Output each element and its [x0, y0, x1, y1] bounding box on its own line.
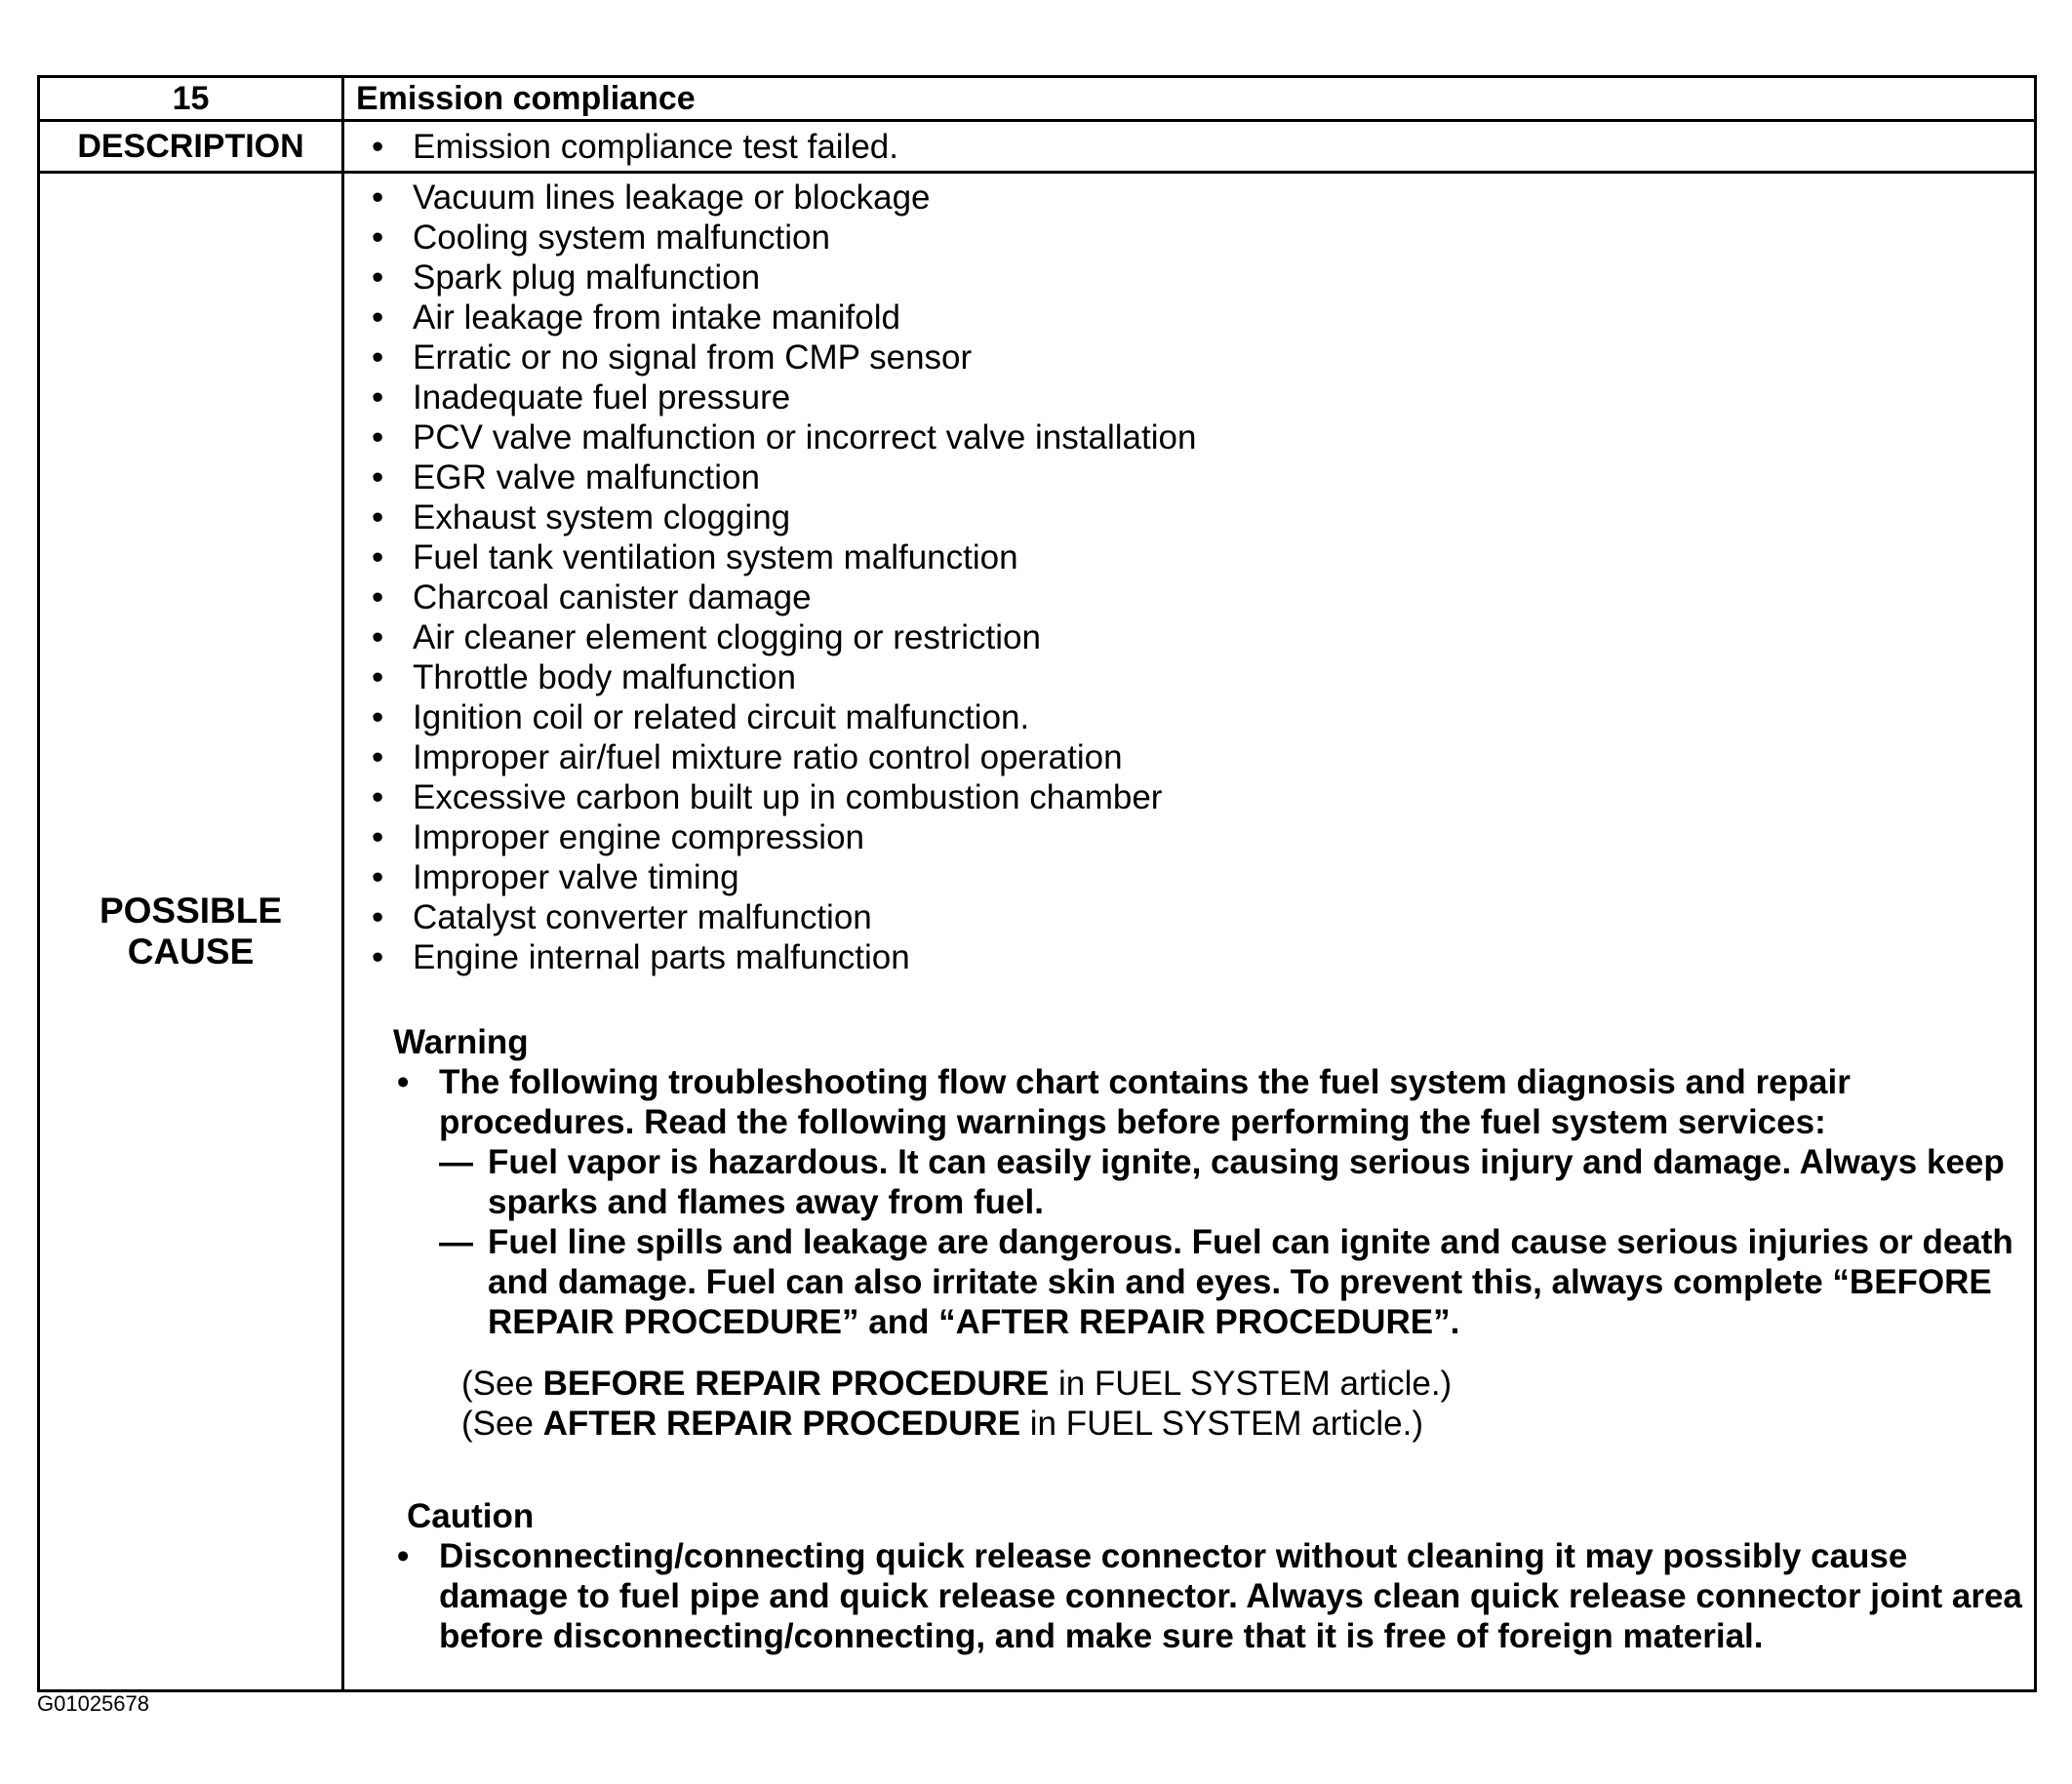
see-reference-suffix: in FUEL SYSTEM article.) — [1020, 1405, 1424, 1443]
see-reference — [461, 1364, 2024, 1404]
cause-item: • Improper air/fuel mixture ratio control operation — [362, 737, 2034, 777]
procedure-title: Emission compliance — [343, 77, 2036, 121]
possible-cause-label-line1: POSSIBLE — [99, 891, 283, 931]
possible-cause-cell — [343, 173, 2036, 1691]
cause-item: • Improper valve timing — [362, 857, 2034, 897]
description-cell — [343, 121, 2036, 173]
see-reference-prefix: (See — [461, 1405, 543, 1443]
figure-id: G01025678 — [37, 1691, 149, 1716]
cause-item: • Excessive carbon built up in combustion chamber — [362, 777, 2034, 817]
troubleshooting-table — [37, 75, 2037, 1692]
caution-block — [407, 1496, 2034, 1656]
see-reference — [461, 1404, 2024, 1444]
cause-item: • Catalyst converter malfunction — [362, 897, 2034, 937]
cause-item: • Exhaust system clogging — [362, 497, 2034, 537]
warning-intro: • The following troubleshooting flow chart contains the fuel system diagnosis and repair procedures. Read the following warnings before performing the fuel system services: — [393, 1062, 2024, 1142]
cause-list — [344, 178, 2034, 977]
dash-marker: — — [439, 1223, 473, 1261]
cause-item: • EGR valve malfunction — [362, 457, 2034, 497]
cause-item: • Charcoal canister damage — [362, 577, 2034, 617]
caution-title: Caution — [407, 1497, 535, 1535]
cause-item: • Air leakage from intake manifold — [362, 297, 2034, 337]
cause-item: • Erratic or no signal from CMP sensor — [362, 337, 2034, 377]
table-header-row — [39, 77, 2036, 121]
cause-item: • Improper engine compression — [362, 817, 2034, 857]
cause-item: • Ignition coil or related circuit malfunction. — [362, 697, 2034, 737]
dash-marker: — — [439, 1143, 473, 1181]
cause-item: • Inadequate fuel pressure — [362, 377, 2034, 417]
cause-item: • Vacuum lines leakage or blockage — [362, 178, 2034, 218]
description-label: DESCRIPTION — [39, 121, 343, 173]
possible-cause-label-line2: CAUSE — [127, 932, 255, 971]
possible-cause-label — [39, 173, 343, 1691]
warning-subitem-text: Fuel vapor is hazardous. It can easily ignite, causing serious injury and damage. Always keep sparks and flames away from fuel. — [488, 1143, 2005, 1221]
description-row — [39, 121, 2036, 173]
cause-item: • Fuel tank ventilation system malfunction — [362, 537, 2034, 577]
procedure-number: 15 — [39, 77, 343, 121]
warning-subitem — [439, 1222, 2024, 1342]
see-reference-prefix: (See — [461, 1365, 543, 1403]
cause-item: • PCV valve malfunction or incorrect valve installation — [362, 417, 2034, 457]
possible-cause-row — [39, 173, 2036, 1691]
see-references — [461, 1364, 2024, 1444]
warning-subitem-text: Fuel line spills and leakage are dangerous. Fuel can ignite and cause serious injuries or death and damage. Fuel can also irritate skin and eyes. To prevent this, always complete “BEFORE REPAIR PROCEDURE” and “AFTER REPAIR PROCEDURE”. — [488, 1223, 2013, 1341]
warning-subitem — [439, 1142, 2024, 1222]
cause-item: • Throttle body malfunction — [362, 657, 2034, 697]
cause-item: • Cooling system malfunction — [362, 218, 2034, 258]
see-reference-link[interactable]: BEFORE REPAIR PROCEDURE — [542, 1365, 1050, 1403]
cause-item: • Engine internal parts malfunction — [362, 937, 2034, 977]
warning-title: Warning — [393, 1023, 529, 1061]
see-reference-suffix: in FUEL SYSTEM article.) — [1049, 1365, 1453, 1403]
warning-subitems — [439, 1142, 2024, 1342]
see-reference-link[interactable]: AFTER REPAIR PROCEDURE — [542, 1405, 1021, 1443]
warning-block — [393, 1022, 2024, 1444]
cause-item: • Spark plug malfunction — [362, 258, 2034, 297]
cause-item: • Air cleaner element clogging or restriction — [362, 617, 2034, 657]
caution-text: • Disconnecting/connecting quick release connector without cleaning it may possibly cause damage to fuel pipe and quick release connector. Always clean quick release connector joint area before disconnecting/connecting, and make sure that it is free of foreign material. — [393, 1536, 2034, 1656]
description-item: • Emission compliance test failed. — [362, 127, 2034, 167]
description-list — [344, 127, 2034, 167]
